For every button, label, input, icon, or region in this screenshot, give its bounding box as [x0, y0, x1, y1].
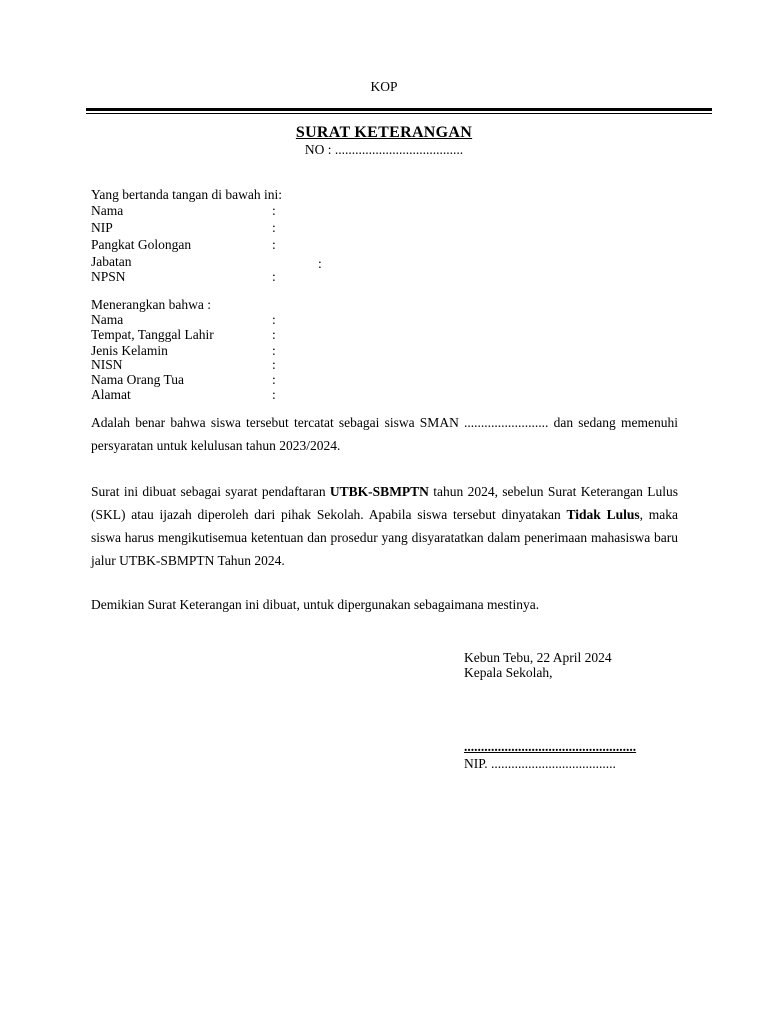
signer-field-colon: : — [318, 256, 322, 271]
signature-place-date: Kebun Tebu, 22 April 2024 — [464, 650, 612, 665]
student-field-colon: : — [272, 312, 276, 327]
student-field-colon: : — [272, 387, 276, 402]
student-field-label: Tempat, Tanggal Lahir — [91, 327, 214, 342]
signature-nip: NIP. ..................................... — [464, 756, 616, 771]
student-field-colon: : — [272, 343, 276, 358]
signer-field-colon: : — [272, 237, 276, 252]
student-field-label: Jenis Kelamin — [91, 343, 168, 358]
student-field-colon: : — [272, 372, 276, 387]
paragraph-purpose-text: Surat ini dibuat sebagai syarat pendaftaran — [91, 484, 330, 499]
letterhead-rule-thick — [86, 108, 712, 111]
signer-field-label: Pangkat Golongan — [91, 237, 192, 252]
signer-field-label: Jabatan — [91, 254, 132, 269]
paragraph-purpose-text: tahun 2024, sebelun Surat Keterangan Lulus (SKL) atau ijazah diperoleh dari pihak Sekolah. Apabila siswa tersebut dinyatakan — [91, 484, 678, 522]
paragraph-status: Adalah benar bahwa siswa tersebut tercatat sebagai siswa SMAN ......................... dan sedang memenuhi persyaratan untuk kelulusan tahun 2023/2024. — [91, 415, 678, 453]
signature-name: ................................................... — [464, 739, 637, 754]
student-field-label: Nama Orang Tua — [91, 372, 184, 387]
signer-intro: Yang bertanda tangan di bawah ini: — [91, 187, 282, 202]
paragraph-closing: Demikian Surat Keterangan ini dibuat, untuk dipergunakan sebagaimana mestinya. — [91, 597, 540, 612]
signer-field-label: NPSN — [91, 269, 126, 284]
paragraph-purpose-bold: Tidak Lulus — [566, 507, 640, 522]
student-field-colon: : — [272, 357, 276, 372]
signer-field-colon: : — [272, 220, 276, 235]
signer-field-label: Nama — [91, 203, 124, 218]
signer-field-colon: : — [272, 203, 276, 218]
student-field-colon: : — [272, 327, 276, 342]
letter-title: SURAT KETERANGAN — [295, 124, 473, 141]
student-intro: Menerangkan bahwa : — [91, 297, 211, 312]
signer-field-colon: : — [272, 269, 276, 284]
letter-number: NO : ...................................... — [304, 142, 464, 157]
student-field-label: Nama — [91, 312, 124, 327]
paragraph-purpose-text: , maka siswa harus mengikutisemua ketentuan dan prosedur yang disyaratatkan dalam penerimaan mahasiswa baru jalur UTBK-SBMPTN Tahun 2024. — [91, 507, 678, 568]
paragraph-purpose — [91, 480, 678, 572]
letterhead-kop: KOP — [370, 79, 398, 94]
letterhead-rule-thin — [86, 113, 712, 114]
signature-role: Kepala Sekolah, — [464, 665, 553, 680]
student-field-label: Alamat — [91, 387, 131, 402]
signer-field-label: NIP — [91, 220, 113, 235]
paragraph-purpose-bold: UTBK-SBMPTN — [329, 484, 429, 499]
student-field-label: NISN — [91, 357, 123, 372]
